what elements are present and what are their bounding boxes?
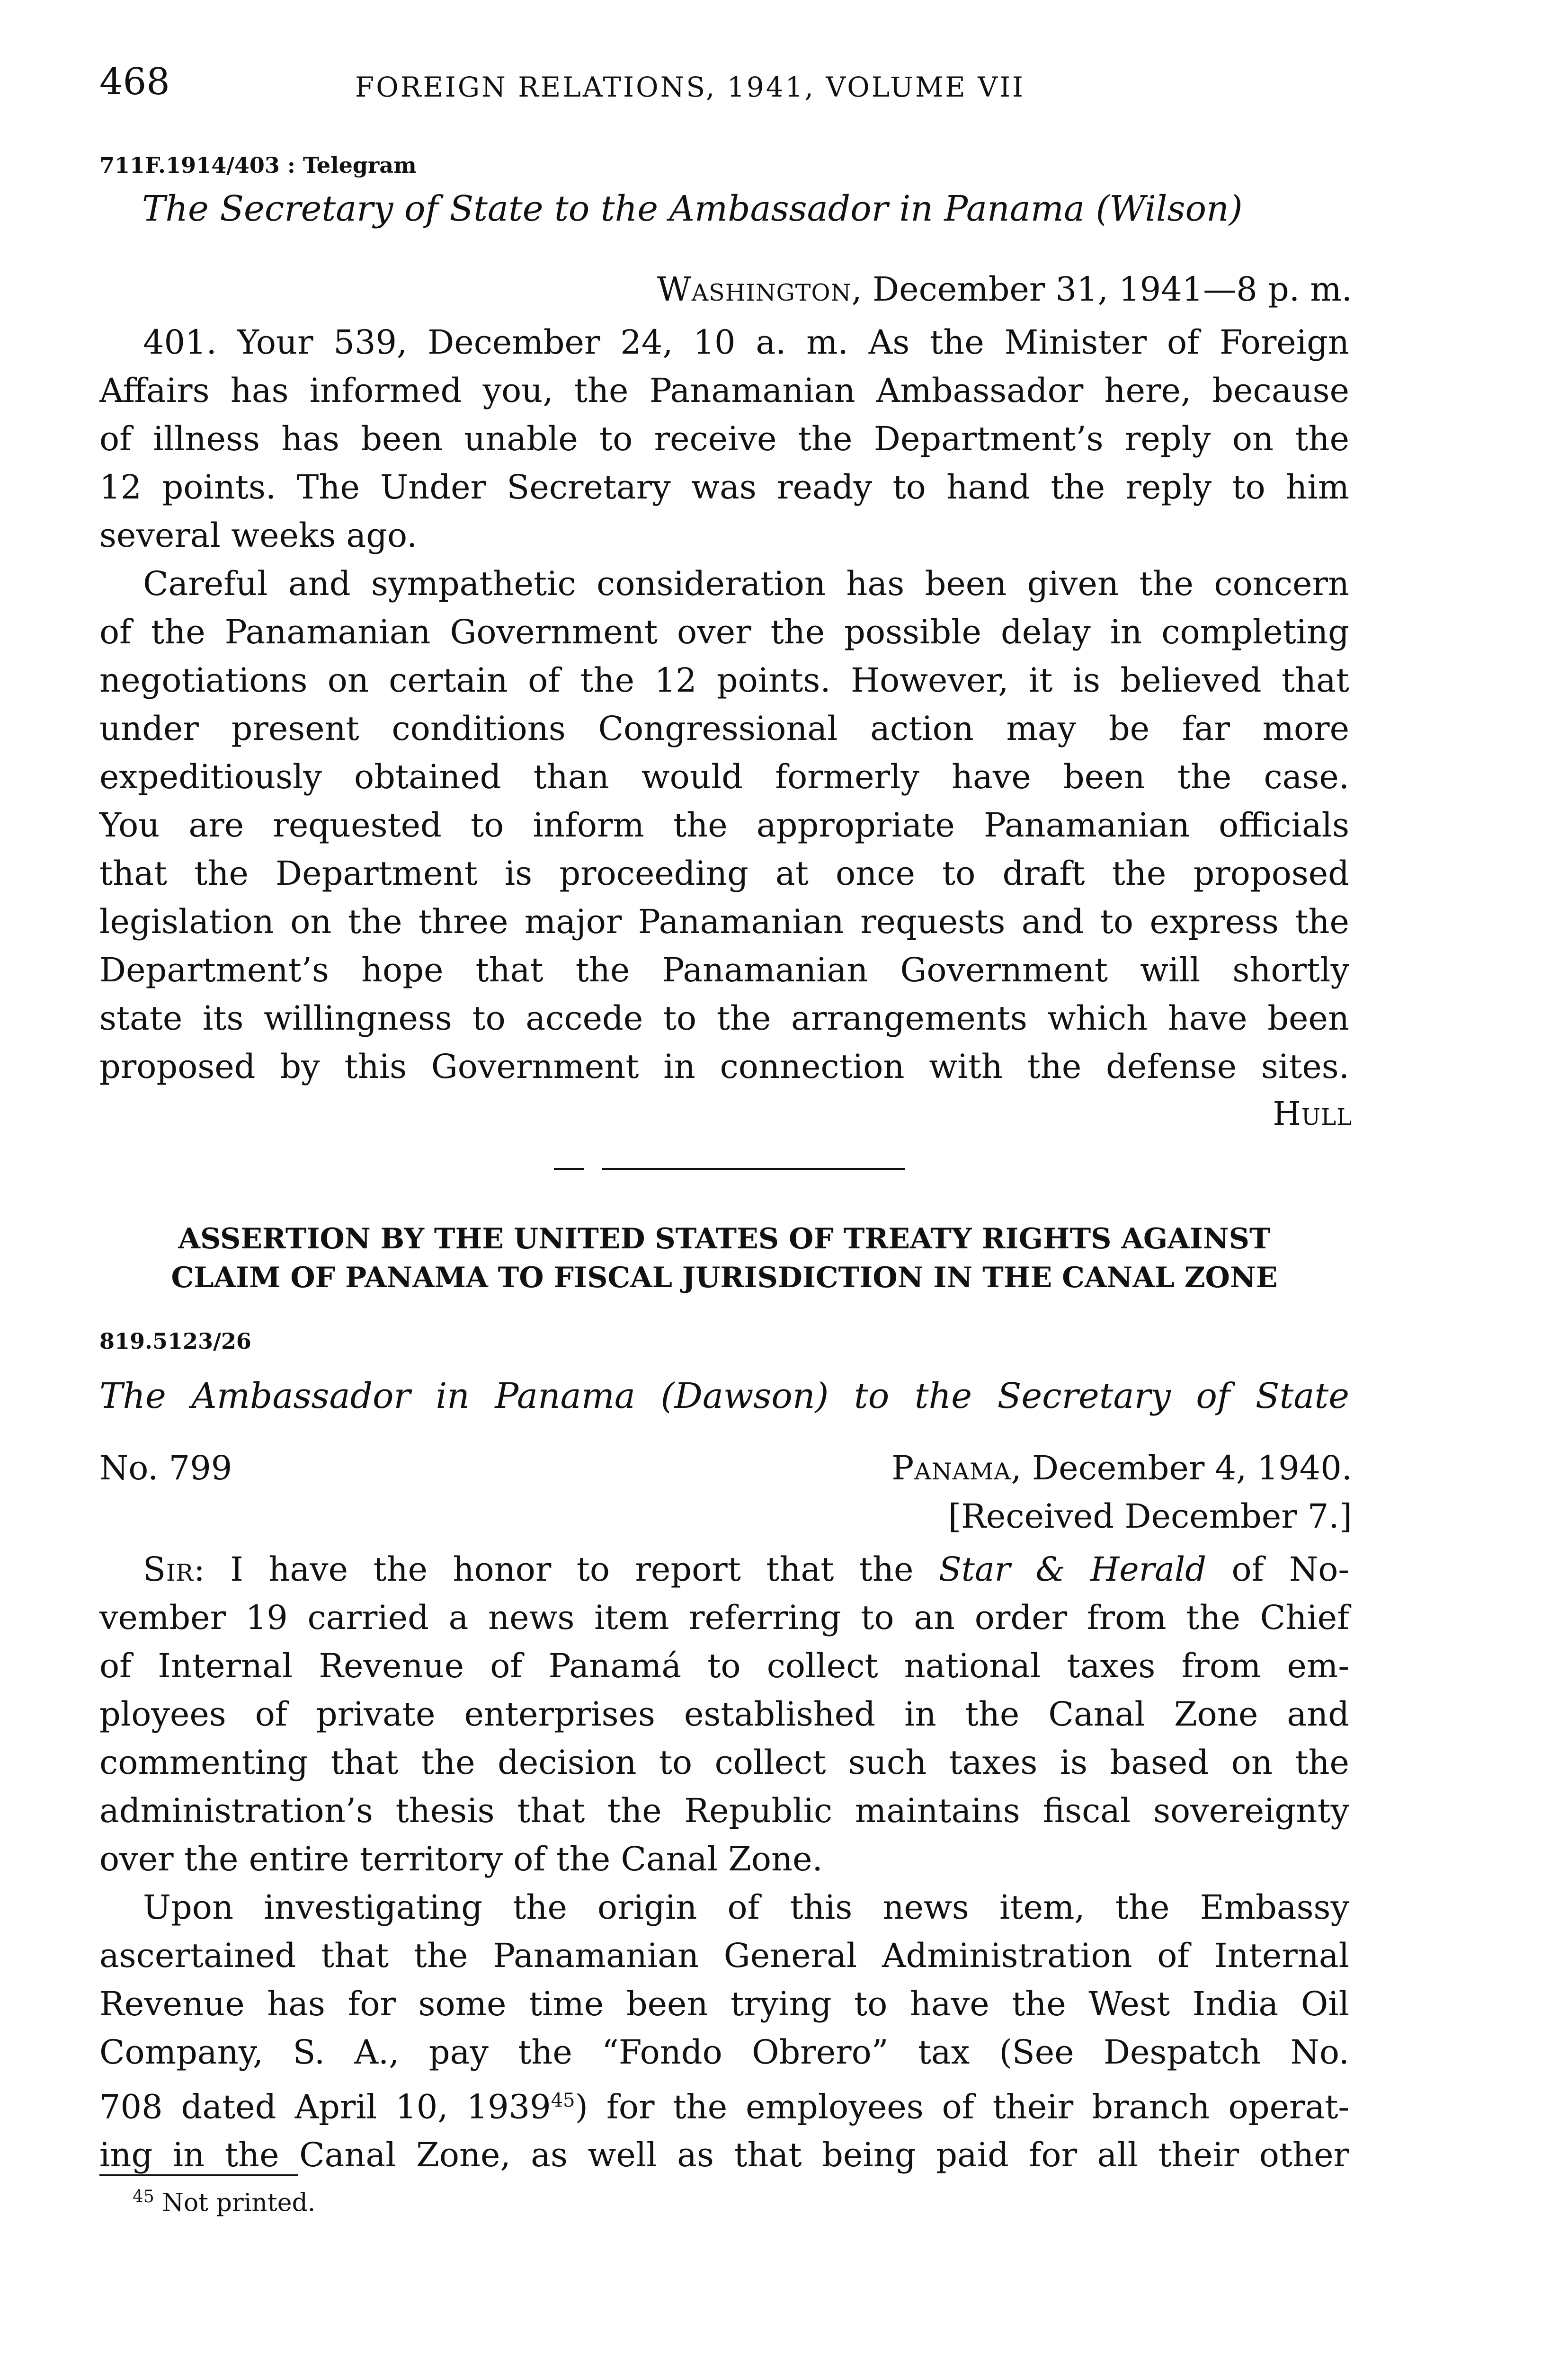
text-line: You are requested to inform the appropriate Panamanian officials xyxy=(99,806,1349,845)
section-title-line: ASSERTION BY THE UNITED STATES OF TREATY RIGHTS AGAINST xyxy=(178,1222,1271,1255)
file-reference: 819.5123/26 xyxy=(99,1328,251,1354)
running-head-title: FOREIGN RELATIONS, 1941, VOLUME VII xyxy=(355,71,1025,103)
text-line: ing in the Canal Zone, as well as that being paid for all their other xyxy=(99,2136,1349,2175)
text-line: that the Department is proceeding at once to draft the proposed xyxy=(99,854,1349,893)
separator-dash xyxy=(554,1168,584,1170)
dateline-place: Washington xyxy=(657,270,852,309)
document-heading: The Secretary of State to the Ambassador in Panama (Wilson) xyxy=(142,188,1243,229)
text-line: ascertained that the Panamanian General Administration of Internal xyxy=(99,1936,1349,1975)
text-line: 12 points. The Under Secretary was ready to hand the reply to him xyxy=(99,468,1349,507)
despatch-number: No. 799 xyxy=(99,1449,232,1487)
file-reference: 711F.1914/403 : Telegram xyxy=(99,152,417,178)
text-line: commenting that the decision to collect such taxes is based on the xyxy=(99,1743,1349,1782)
text-line: ployees of private enterprises established in the Canal Zone and xyxy=(99,1695,1349,1734)
page-number: 468 xyxy=(99,61,170,103)
dateline xyxy=(0,1449,1352,1487)
salutation: Sir xyxy=(143,1550,194,1589)
text-line: negotiations on certain of the 12 points. However, it is believed that xyxy=(99,661,1349,700)
dateline-date: , December 31, 1941—8 p. m. xyxy=(851,270,1352,309)
newspaper-title: Star & Herald xyxy=(938,1550,1207,1589)
telegram-body xyxy=(99,318,1349,1091)
text-line: Affairs has informed you, the Panamanian Ambassador here, because xyxy=(99,371,1349,410)
text-line: Revenue has for some time been trying to have the West India Oil xyxy=(99,1984,1349,2023)
separator-rule xyxy=(602,1168,905,1170)
dateline-place: Panama xyxy=(891,1449,1011,1487)
text-fragment: of No- xyxy=(1206,1550,1349,1589)
text-line: of illness has been unable to receive the Department’s reply on the xyxy=(99,419,1349,458)
footnote-reference[interactable]: 45 xyxy=(551,2090,575,2111)
footnote-marker: 45 xyxy=(133,2187,154,2207)
footnote xyxy=(133,2187,315,2217)
received-note: [Received December 7.] xyxy=(948,1497,1352,1536)
text-line: over the entire territory of the Canal Zone. xyxy=(99,1840,823,1878)
footnote-text: Not printed. xyxy=(162,2189,316,2217)
text-line: state its willingness to accede to the arrangements which have been xyxy=(99,999,1349,1038)
text-line: proposed by this Government in connection with the defense sites. xyxy=(99,1047,1349,1086)
text-line xyxy=(99,1545,1349,1593)
text-line: vember 19 carried a news item referring to an order from the Chief xyxy=(99,1598,1349,1637)
text-line: several weeks ago. xyxy=(99,516,418,555)
section-title xyxy=(99,1219,1349,1297)
text-line: of Internal Revenue of Panamá to collect national taxes from em- xyxy=(99,1646,1349,1685)
signature: Hull xyxy=(1273,1095,1352,1133)
text-line: under present conditions Congressional action may be far more xyxy=(99,709,1349,748)
dateline-date: , December 4, 1940. xyxy=(1011,1449,1352,1487)
footnote-rule xyxy=(99,2174,298,2176)
text-line: expeditiously obtained than would formerly have been the case. xyxy=(99,757,1349,796)
text-fragment: 708 dated April 10, 1939 xyxy=(99,2087,551,2127)
text-line: of the Panamanian Government over the possible delay in completing xyxy=(99,613,1349,651)
section-title-line: CLAIM OF PANAMA TO FISCAL JURISDICTION IN THE CANAL ZONE xyxy=(171,1261,1278,1294)
text-line: 401. Your 539, December 24, 10 a. m. As the Minister of Foreign xyxy=(143,323,1349,362)
despatch-body xyxy=(99,1545,1349,2179)
text-line: Department’s hope that the Panamanian Government will shortly xyxy=(99,951,1349,989)
text-fragment: : I have the honor to report that the xyxy=(194,1550,939,1589)
text-line xyxy=(99,2076,1349,2131)
section-separator xyxy=(554,1168,905,1170)
text-line: legislation on the three major Panamanian requests and to express the xyxy=(99,902,1349,941)
running-header xyxy=(99,61,1349,108)
document-heading: The Ambassador in Panama (Dawson) to the Secretary of State xyxy=(99,1376,1349,1416)
text-fragment: ) for the employees of their branch operat- xyxy=(575,2087,1349,2127)
text-line: Company, S. A., pay the “Fondo Obrero” tax (See Despatch No. xyxy=(99,2033,1349,2072)
text-line: Upon investigating the origin of this news item, the Embassy xyxy=(143,1888,1349,1927)
text-line: Careful and sympathetic consideration has been given the concern xyxy=(143,564,1349,603)
text-line: administration’s thesis that the Republic maintains fiscal sovereignty xyxy=(99,1791,1349,1830)
dateline xyxy=(0,270,1352,309)
